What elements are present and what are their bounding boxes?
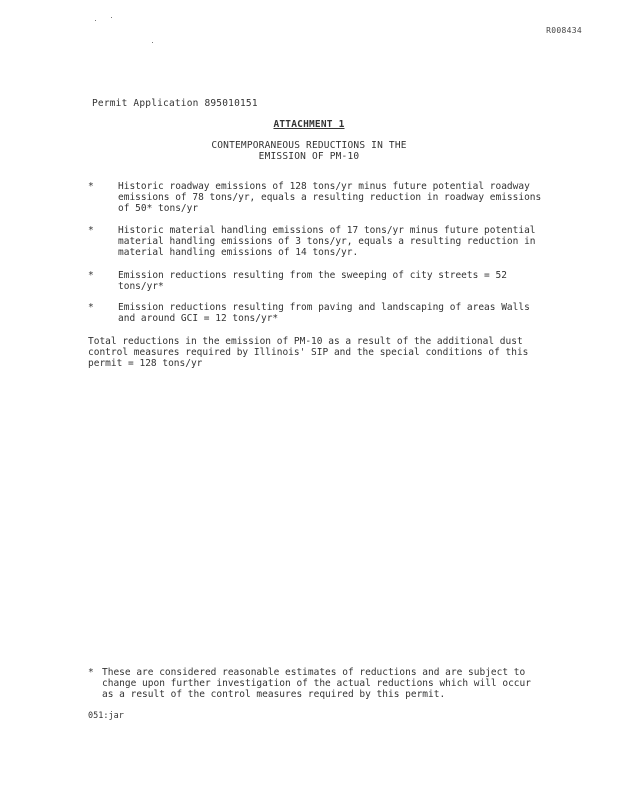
bullet-marker: * (88, 270, 94, 281)
subheading-line-2: EMISSION OF PM-10 (258, 151, 360, 162)
bullet-marker: * (88, 302, 94, 313)
attachment-heading: ATTACHMENT 1 (273, 119, 345, 130)
list-item (88, 270, 548, 292)
list-item (88, 302, 548, 324)
list-item-text: Historic material handling emissions of 17 tons/yr minus future potential material handling emissions of 3 tons/yr, equals a resulting reduction in material handling emissions of 14 tons/yr. (118, 225, 536, 258)
footer-code: 051:jar (88, 711, 124, 721)
list-item-text: Historic roadway emissions of 128 tons/yr minus future potential roadway emissions of 78 tons/yr, equals a resulting reduction in roadway emissions of 50* tons/yr (118, 181, 542, 214)
list-item-text: Emission reductions resulting from paving and landscaping of areas Walls and around GCI = 12 tons/yr* (118, 302, 530, 324)
list-item (88, 225, 548, 258)
permit-application-line: Permit Application 895010151 (92, 98, 258, 109)
bullet-marker: * (88, 181, 94, 192)
subheading-line-1: CONTEMPORANEOUS REDUCTIONS IN THE (211, 140, 407, 151)
bullet-marker: * (88, 225, 94, 236)
footnote (88, 667, 548, 700)
document-id: R008434 (546, 26, 582, 35)
footnote-text: These are considered reasonable estimates of reductions and are subject to change upon further investigation of the actual reductions which will occur as a result of the control measures required by this permit. (102, 667, 531, 700)
footnote-mark: * (88, 667, 94, 678)
list-item (88, 181, 548, 214)
total-reductions-paragraph: Total reductions in the emission of PM-10 as a result of the additional dust control measures required by Illinois' SIP and the special conditions of this permit = 128 tons/yr (88, 336, 529, 369)
list-item-text: Emission reductions resulting from the sweeping of city streets = 52 tons/yr* (118, 270, 507, 292)
